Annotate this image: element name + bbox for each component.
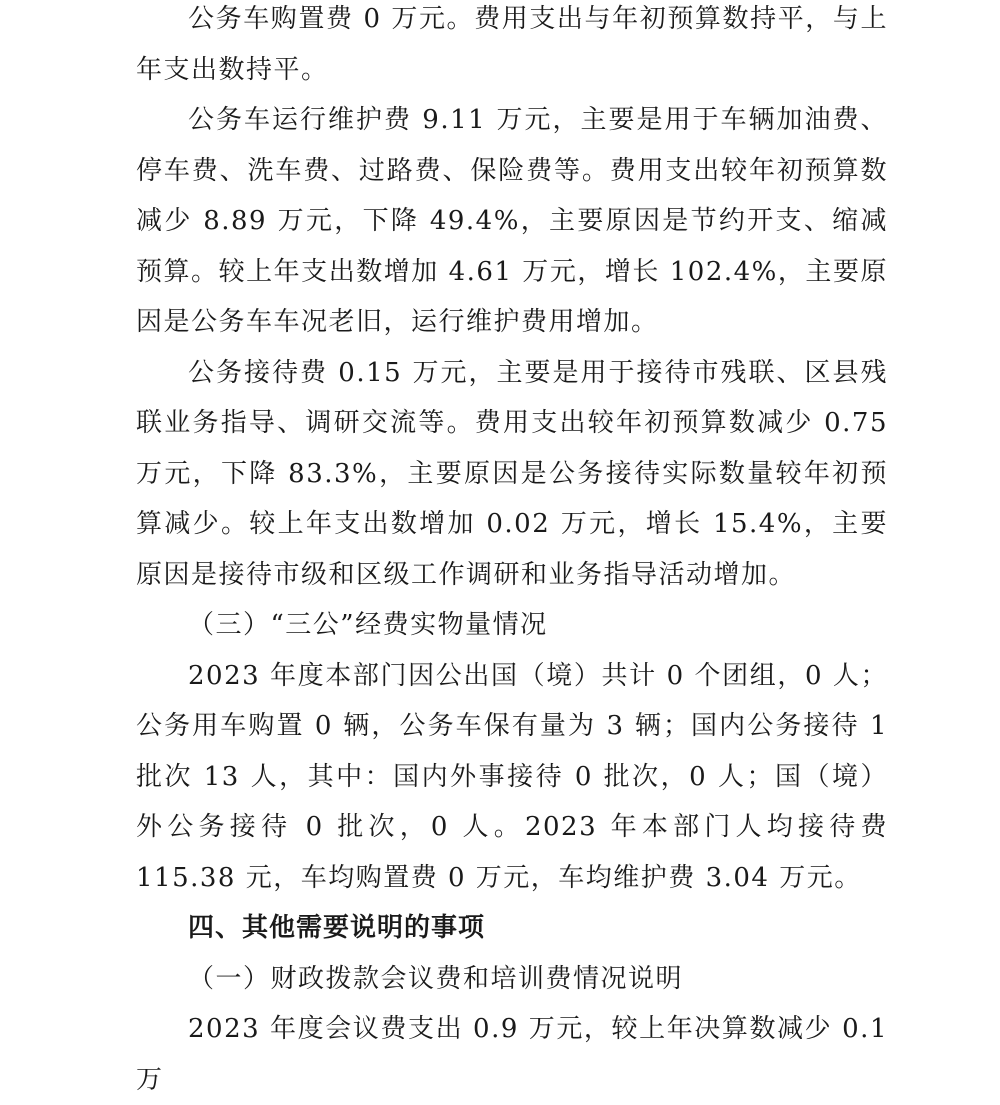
- paragraph-vehicle-maintenance: 公务车运行维护费 9.11 万元，主要是用于车辆加油费、停车费、洗车费、过路费、保险费等。费用支出较年初预算数减少 8.89 万元，下降 49.4%，主要原因是节约开支、缩减预算。较上年支出数增加 4.61 万元，增长 102.4%，主要原因是公务车车况老旧，运行维护费用增加。: [136, 105, 888, 337]
- paragraph-vehicle-purchase: 公务车购置费 0 万元。费用支出与年初预算数持平，与上年支出数持平。: [136, 4, 888, 85]
- section-heading-meeting-training: （一）财政拨款会议费和培训费情况说明: [188, 963, 684, 994]
- document-body: [136, 0, 888, 1105]
- section-heading-other-matters: 四、其他需要说明的事项: [188, 913, 486, 943]
- paragraph-reception-fee: 公务接待费 0.15 万元，主要是用于接待市残联、区县残联业务指导、调研交流等。费用支出较年初预算数减少 0.75 万元，下降 83.3%，主要原因是公务接待实际数量较年初预算减少。较上年支出数增加 0.02 万元，增长 15.4%，主要原因是接待市级和区级工作调研和业务指导活动增加。: [136, 357, 888, 590]
- paragraph-physical-quantity: 2023 年度本部门因公出国（境）共计 0 个团组，0 人；公务用车购置 0 辆，公务车保有量为 3 辆；国内公务接待 1 批次 13 人，其中：国内外事接待 0 批次，0 人；国（境）外公务接待 0 批次，0 人。2023 年本部门人均接待费 115.38 元，车均购置费 0 万元，车均维护费 3.04 万元。: [136, 660, 888, 893]
- paragraph-meeting-fee: 2023 年度会议费支出 0.9 万元，较上年决算数减少 0.1 万: [136, 1014, 888, 1095]
- section-heading-physical-quantity: （三）“三公”经费实物量情况: [188, 610, 548, 640]
